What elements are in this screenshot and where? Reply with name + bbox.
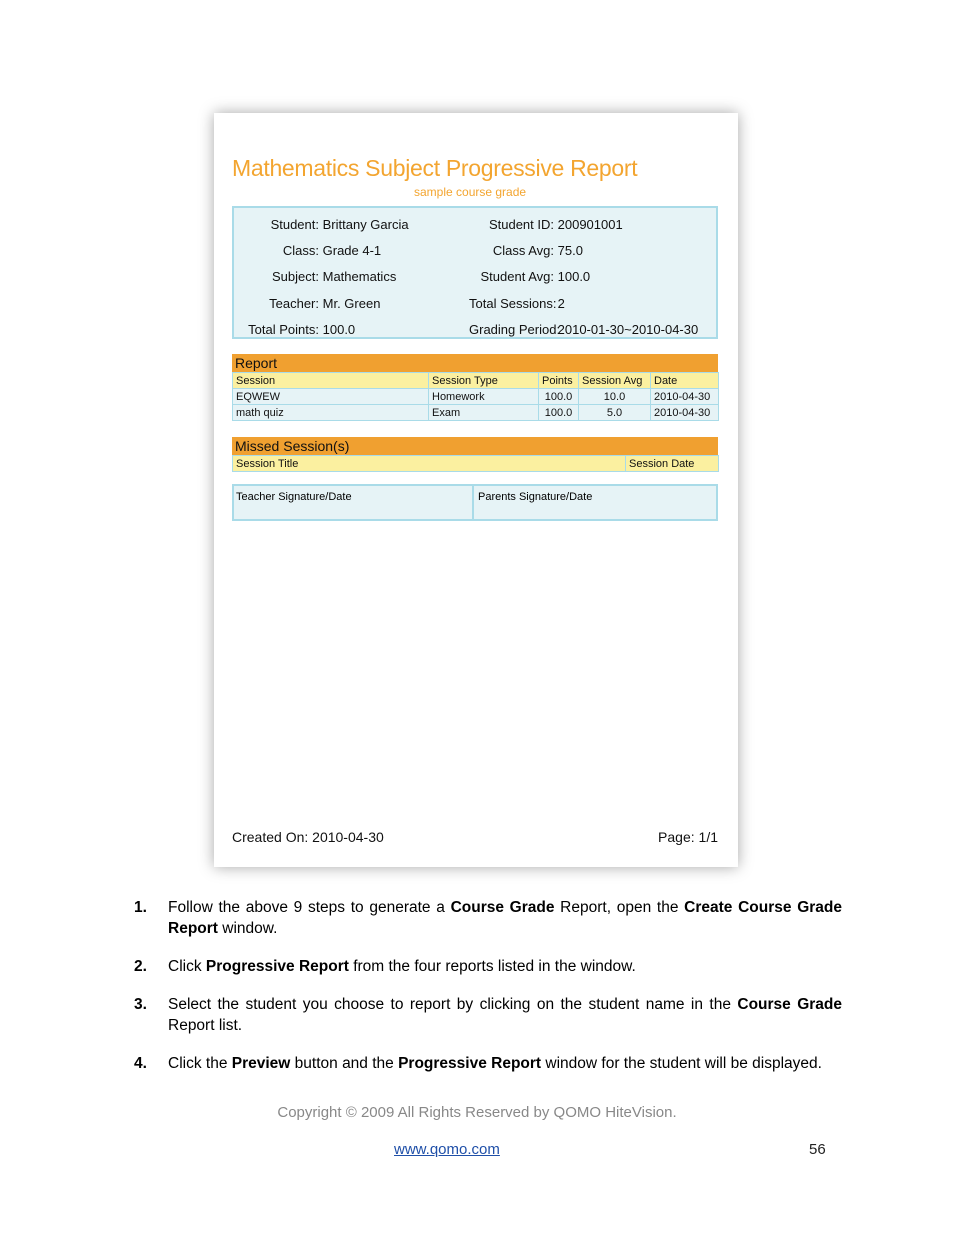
column-header: Session Title <box>233 456 626 472</box>
missed-table <box>232 455 719 472</box>
table-cell: EQWEW <box>233 389 429 405</box>
instruction-steps <box>134 897 842 1091</box>
teacher-signature-field: Teacher Signature/Date <box>234 486 474 519</box>
signature-box <box>232 484 718 521</box>
table-cell: Homework <box>429 389 539 405</box>
step-3: 3. Select the student you choose to report by clicking on the student name in the Course Grade Report list. <box>134 996 842 1034</box>
table-row <box>233 389 719 405</box>
table-cell: 100.0 <box>539 405 579 421</box>
table-cell: 2010-04-30 <box>651 389 719 405</box>
info-subject: Subject: Mathematics <box>272 269 397 284</box>
created-on: Created On: 2010-04-30 <box>232 829 384 845</box>
step-1: 1. Follow the above 9 steps to generate a Course Grade Report, open the Create Course Grade Report window. <box>134 899 842 937</box>
report-subtitle: sample course grade <box>414 185 527 199</box>
table-cell: Exam <box>429 405 539 421</box>
info-total-points: Total Points: 100.0 <box>248 322 356 337</box>
website-link[interactable]: www.qomo.com <box>394 1141 500 1158</box>
report-title: Mathematics Subject Progressive Report <box>232 155 638 181</box>
info-total-sessions: Total Sessions: 2 <box>469 296 565 311</box>
step-2: 2. Click Progressive Report from the four reports listed in the window. <box>134 958 636 975</box>
table-cell: 10.0 <box>579 389 651 405</box>
missed-section-heading: Missed Session(s) <box>232 437 718 455</box>
table-cell: 2010-04-30 <box>651 405 719 421</box>
page-number: 56 <box>809 1141 826 1158</box>
step-4: 4. Click the Preview button and the Progressive Report window for the student will be displayed. <box>134 1055 822 1072</box>
column-header: Session Avg <box>579 373 651 389</box>
info-student: Student: Brittany Garcia <box>270 217 409 232</box>
report-preview-image <box>214 113 738 867</box>
table-row <box>233 405 719 421</box>
info-grading-period: Grading Period: 2010-01-30~2010-04-30 <box>469 322 699 337</box>
column-header: Session Date <box>626 456 719 472</box>
report-page-indicator: Page: 1/1 <box>658 829 718 845</box>
column-header: Session <box>233 373 429 389</box>
report-table <box>232 372 719 421</box>
copyright-notice: Copyright © 2009 All Rights Reserved by QOMO HiteVision. <box>277 1104 677 1121</box>
table-cell: 5.0 <box>579 405 651 421</box>
missed-table-header <box>233 456 719 472</box>
info-class-avg: Class Avg: 75.0 <box>492 243 583 258</box>
report-section-heading: Report <box>232 354 718 372</box>
info-student-id: Student ID: 200901001 <box>488 217 623 232</box>
table-cell: 100.0 <box>539 389 579 405</box>
info-teacher: Teacher: Mr. Green <box>269 296 381 311</box>
column-header: Points <box>539 373 579 389</box>
table-cell: math quiz <box>233 405 429 421</box>
parents-signature-field: Parents Signature/Date <box>478 491 593 503</box>
column-header: Session Type <box>429 373 539 389</box>
column-header: Date <box>651 373 719 389</box>
student-info-box <box>232 206 718 339</box>
report-table-header <box>233 373 719 389</box>
info-student-avg: Student Avg: 100.0 <box>480 269 591 284</box>
info-class: Class: Grade 4-1 <box>282 243 382 258</box>
